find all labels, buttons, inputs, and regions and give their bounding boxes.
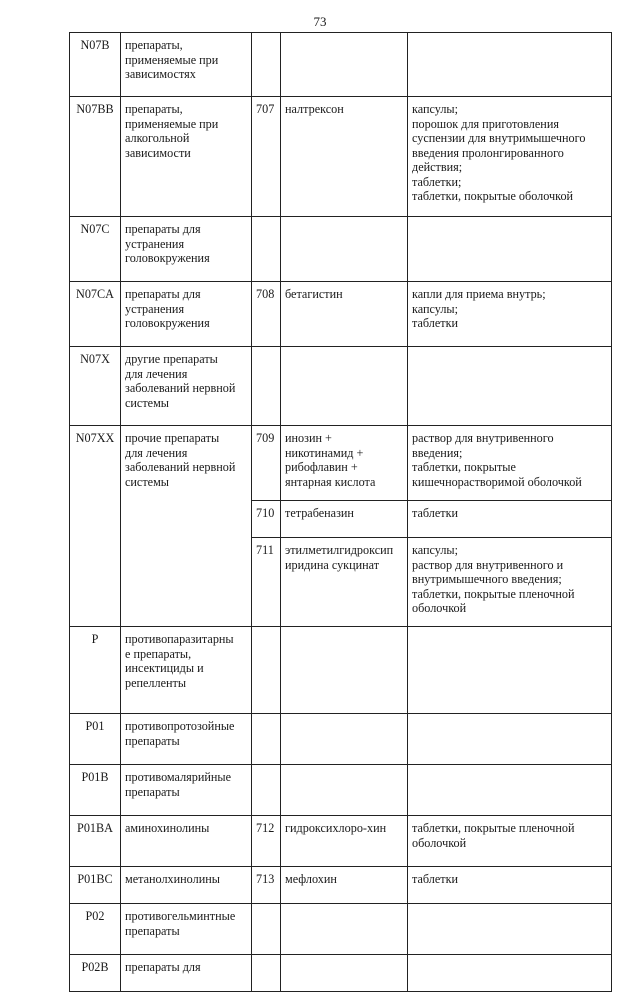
dosage-form-cell [408, 627, 612, 714]
drug-name-cell [281, 347, 408, 426]
dosage-form-cell: таблетки [408, 501, 612, 538]
dosage-form-cell [408, 904, 612, 955]
drug-name-cell: мефлохин [281, 867, 408, 904]
drug-name-cell [281, 33, 408, 97]
drug-name-cell: инозин + никотинамид + рибофлавин + янтарная кислота [281, 426, 408, 501]
atc-code-cell: N07X [70, 347, 121, 426]
table-row [70, 714, 612, 765]
drug-name-cell [281, 627, 408, 714]
atc-code-cell: P01BA [70, 816, 121, 867]
drug-name-cell: бетагистин [281, 282, 408, 347]
item-number-cell [252, 765, 281, 816]
item-number-cell [252, 955, 281, 992]
table-row [70, 426, 612, 501]
group-name-cell: метанолхинолины [121, 867, 252, 904]
atc-code-cell: N07XX [70, 426, 121, 627]
dosage-form-cell: капсулы; раствор для внутривенного и внутримышечного введения; таблетки, покрытые пленочной оболочкой [408, 538, 612, 627]
group-name-cell: препараты, применяемые при алкогольной зависимости [121, 97, 252, 217]
table-row [70, 867, 612, 904]
dosage-form-cell [408, 33, 612, 97]
atc-code-cell: N07BB [70, 97, 121, 217]
group-name-cell: прочие препараты для лечения заболеваний нервной системы [121, 426, 252, 627]
atc-code-cell: N07C [70, 217, 121, 282]
group-name-cell: противопротозойные препараты [121, 714, 252, 765]
atc-code-cell: P01B [70, 765, 121, 816]
item-number-cell: 709 [252, 426, 281, 501]
atc-code-cell: P02 [70, 904, 121, 955]
item-number-cell [252, 904, 281, 955]
dosage-form-cell: таблетки, покрытые пленочной оболочкой [408, 816, 612, 867]
dosage-form-cell: капсулы; порошок для приготовления суспензии для внутримышечного введения пролонгированного действия; таблетки; таблетки, покрытые оболочкой [408, 97, 612, 217]
group-name-cell: противогельминтные препараты [121, 904, 252, 955]
drug-name-cell: налтрексон [281, 97, 408, 217]
dosage-form-cell [408, 347, 612, 426]
atc-code-cell: P01 [70, 714, 121, 765]
item-number-cell [252, 33, 281, 97]
item-number-cell: 713 [252, 867, 281, 904]
atc-code-cell: P [70, 627, 121, 714]
item-number-cell [252, 627, 281, 714]
item-number-cell: 712 [252, 816, 281, 867]
item-number-cell: 707 [252, 97, 281, 217]
dosage-form-cell [408, 714, 612, 765]
group-name-cell: препараты для [121, 955, 252, 992]
item-number-cell: 710 [252, 501, 281, 538]
dosage-form-cell: таблетки [408, 867, 612, 904]
group-name-cell: препараты для устранения головокружения [121, 217, 252, 282]
item-number-cell [252, 714, 281, 765]
atc-code-cell: N07CA [70, 282, 121, 347]
table-row [70, 765, 612, 816]
group-name-cell: другие препараты для лечения заболеваний нервной системы [121, 347, 252, 426]
group-name-cell: препараты для устранения головокружения [121, 282, 252, 347]
drug-name-cell [281, 217, 408, 282]
drug-name-cell [281, 904, 408, 955]
group-name-cell: аминохинолины [121, 816, 252, 867]
table-row [70, 904, 612, 955]
atc-code-cell: P01BC [70, 867, 121, 904]
table-row [70, 955, 612, 992]
table-row [70, 627, 612, 714]
dosage-form-cell: капли для приема внутрь; капсулы; таблетки [408, 282, 612, 347]
group-name-cell: противопаразитарны е препараты, инсектициды и репелленты [121, 627, 252, 714]
atc-code-cell: N07B [70, 33, 121, 97]
table-row [70, 217, 612, 282]
table-row [70, 282, 612, 347]
drug-name-cell: тетрабеназин [281, 501, 408, 538]
table-row [70, 816, 612, 867]
item-number-cell: 708 [252, 282, 281, 347]
dosage-form-cell [408, 765, 612, 816]
atc-code-cell: P02B [70, 955, 121, 992]
group-name-cell: препараты, применяемые при зависимостях [121, 33, 252, 97]
item-number-cell [252, 217, 281, 282]
drug-name-cell: этилметилгидроксип иридина сукцинат [281, 538, 408, 627]
dosage-form-cell [408, 955, 612, 992]
table-row [70, 33, 612, 97]
table-row [70, 347, 612, 426]
drug-name-cell [281, 955, 408, 992]
item-number-cell [252, 347, 281, 426]
drug-name-cell: гидроксихлоро-хин [281, 816, 408, 867]
drug-name-cell [281, 714, 408, 765]
group-name-cell: противомалярийные препараты [121, 765, 252, 816]
item-number-cell: 711 [252, 538, 281, 627]
page-number: 73 [313, 14, 327, 29]
dosage-form-cell: раствор для внутривенного введения; таблетки, покрытые кишечнорастворимой оболочкой [408, 426, 612, 501]
drug-name-cell [281, 765, 408, 816]
table-row [70, 97, 612, 217]
dosage-form-cell [408, 217, 612, 282]
drug-classification-table [69, 32, 612, 992]
